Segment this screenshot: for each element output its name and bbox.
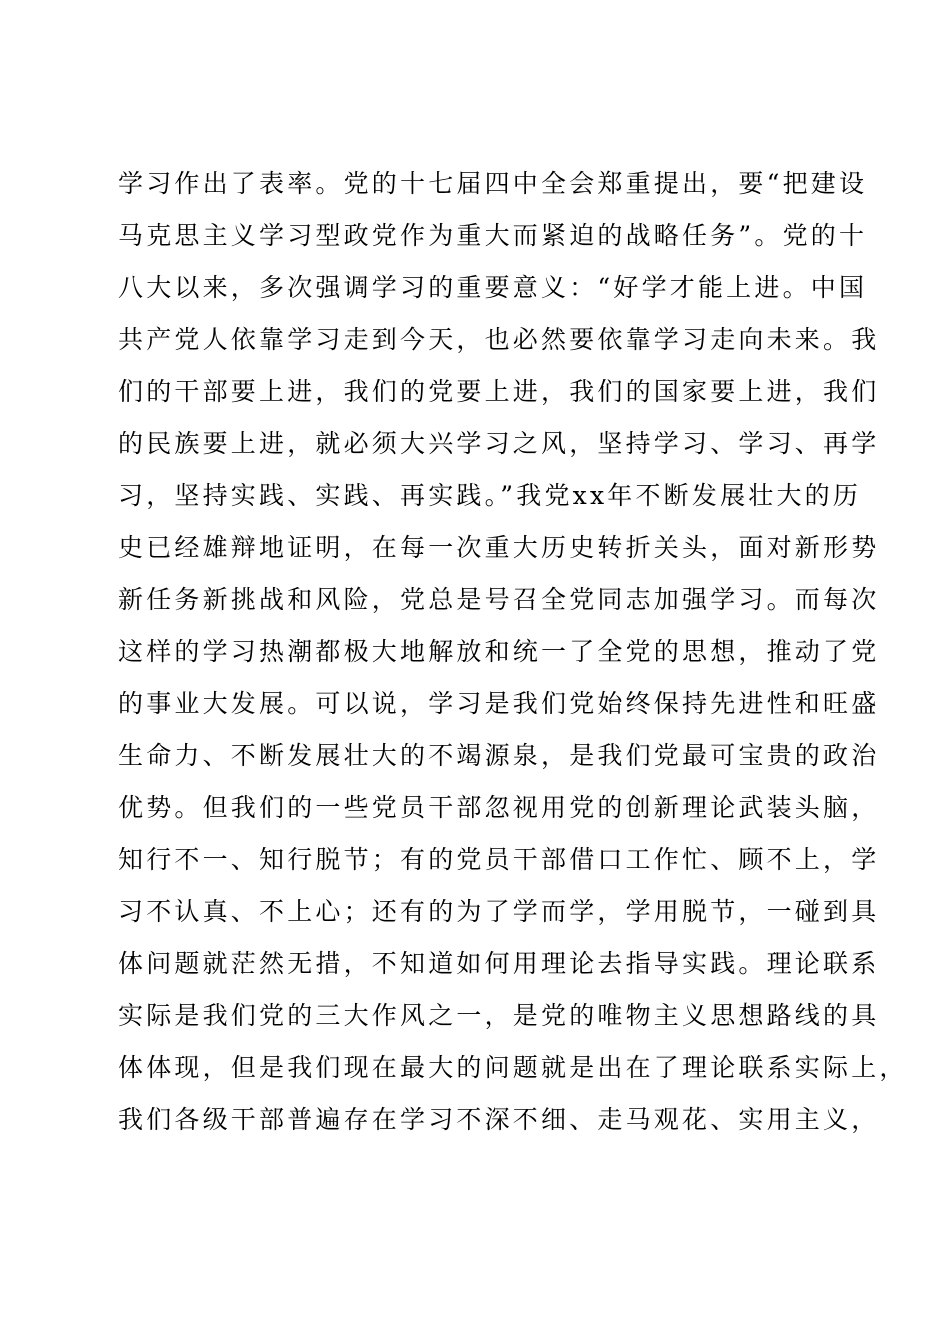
text-line-14: 知行不一、知行脱节；有的党员干部借口工作忙、顾不上，学	[118, 845, 880, 874]
text-line-11: 的事业大发展。可以说，学习是我们党始终保持先进性和旺盛	[118, 689, 880, 718]
text-line-19: 我们各级干部普遍存在学习不深不细、走马观花、实用主义，	[118, 1105, 880, 1134]
text-line-9: 新任务新挑战和风险，党总是号召全党同志加强学习。而每次	[118, 585, 880, 614]
text-line-2: 马克思主义学习型政党作为重大而紧迫的战略任务”。党的十	[118, 221, 868, 250]
text-line-16: 体问题就茫然无措，不知道如何用理论去指导实践。理论联系	[118, 949, 880, 978]
text-line-17: 实际是我们党的三大作风之一，是党的唯物主义思想路线的具	[118, 1001, 880, 1030]
text-line-4: 共产党人依靠学习走到今天，也必然要依靠学习走向未来。我	[118, 325, 880, 354]
text-line-3: 八大以来，多次强调学习的重要意义：“好学才能上进。中国	[118, 273, 868, 302]
text-line-15: 习不认真、不上心；还有的为了学而学，学用脱节，一碰到具	[118, 897, 880, 926]
text-line-6: 的民族要上进，就必须大兴学习之风，坚持学习、学习、再学	[118, 429, 880, 458]
text-line-7: 习，坚持实践、实践、再实践。”我党xx年不断发展壮大的历	[118, 481, 862, 510]
text-line-1: 学习作出了表率。党的十七届四中全会郑重提出，要“把建设	[118, 169, 868, 198]
text-line-8: 史已经雄辩地证明，在每一次重大历史转折关头，面对新形势	[118, 533, 880, 562]
text-line-18: 体体现，但是我们现在最大的问题就是出在了理论联系实际上，	[118, 1053, 908, 1082]
text-line-10: 这样的学习热潮都极大地解放和统一了全党的思想，推动了党	[118, 637, 880, 666]
text-line-13: 优势。但我们的一些党员干部忽视用党的创新理论武装头脑，	[118, 793, 880, 822]
text-line-12: 生命力、不断发展壮大的不竭源泉，是我们党最可宝贵的政治	[118, 741, 880, 770]
body-text	[118, 158, 908, 1146]
text-line-5: 们的干部要上进，我们的党要上进，我们的国家要上进，我们	[118, 377, 880, 406]
